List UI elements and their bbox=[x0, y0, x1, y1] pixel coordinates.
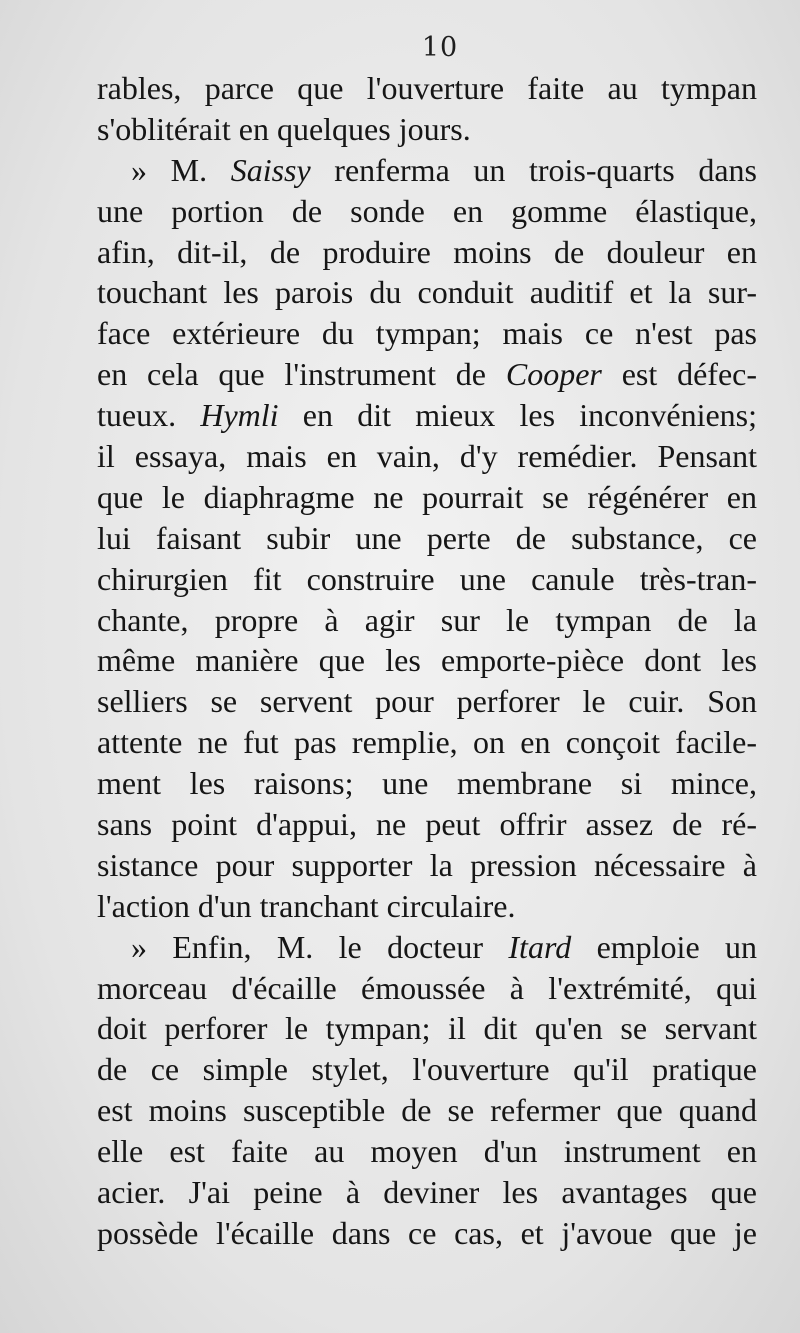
text-line bbox=[97, 1049, 757, 1090]
line-text: sistance pour supporter la pression nécessaire à bbox=[97, 846, 757, 883]
text-line bbox=[97, 354, 757, 395]
line-text-continued: est défec- bbox=[601, 356, 758, 393]
line-text: face extérieure du tympan; mais ce n'est pas bbox=[97, 315, 757, 352]
text-line bbox=[97, 477, 757, 518]
text-line bbox=[97, 518, 757, 559]
line-text: ment les raisons; une membrane si mince, bbox=[97, 765, 757, 802]
line-text: » M. bbox=[131, 151, 231, 188]
italic-name: Saissy bbox=[230, 151, 311, 188]
text-line bbox=[97, 1090, 757, 1131]
text-line bbox=[97, 1131, 757, 1172]
line-text: sans point d'appui, ne peut offrir assez de ré- bbox=[97, 806, 757, 843]
line-text: possède l'écaille dans ce cas, et j'avoue que je bbox=[97, 1214, 757, 1251]
line-text: touchant les parois du conduit auditif et la sur- bbox=[97, 274, 757, 311]
text-line bbox=[97, 681, 757, 722]
line-text: une portion de sonde en gomme élastique, bbox=[97, 192, 757, 229]
text-line bbox=[97, 763, 757, 804]
line-text: s'oblitérait en quelques jours. bbox=[97, 110, 471, 147]
line-text-continued: emploie un bbox=[571, 928, 757, 965]
text-line bbox=[97, 150, 757, 191]
line-text: en cela que l'instrument de bbox=[97, 356, 506, 393]
line-text: chante, propre à agir sur le tympan de la bbox=[97, 601, 757, 638]
text-line bbox=[97, 313, 757, 354]
text-line bbox=[97, 436, 757, 477]
text-line bbox=[97, 191, 757, 232]
line-text: même manière que les emporte-pièce dont les bbox=[97, 642, 757, 679]
line-text: acier. J'ai peine à deviner les avantages que bbox=[97, 1174, 757, 1211]
line-text-continued: renferma un trois-quarts dans bbox=[310, 151, 758, 188]
text-line bbox=[97, 600, 757, 641]
page-number: 10 bbox=[421, 32, 459, 63]
italic-name: Cooper bbox=[505, 356, 602, 393]
line-text: rables, parce que l'ouverture faite au tympan bbox=[97, 70, 757, 106]
line-text: doit perforer le tympan; il dit qu'en se servant bbox=[97, 1010, 757, 1047]
line-text: que le diaphragme ne pourrait se régénérer en bbox=[97, 478, 757, 515]
text-line bbox=[97, 1172, 757, 1213]
line-text-continued: en dit mieux les inconvéniens; bbox=[278, 397, 758, 434]
line-text: lui faisant subir une perte de substance, ce bbox=[97, 519, 757, 556]
text-line bbox=[97, 272, 757, 313]
italic-name: Itard bbox=[508, 928, 572, 965]
text-line bbox=[97, 968, 757, 1009]
text-line bbox=[97, 1213, 757, 1254]
line-text: tueux. bbox=[97, 397, 201, 434]
text-line bbox=[97, 640, 757, 681]
line-text: de ce simple stylet, l'ouverture qu'il pratique bbox=[97, 1051, 757, 1088]
line-text: selliers se servent pour perforer le cuir. Son bbox=[97, 683, 757, 720]
text-line bbox=[97, 1008, 757, 1049]
italic-name: Hymli bbox=[200, 397, 279, 434]
text-line bbox=[97, 722, 757, 763]
text-line bbox=[97, 886, 757, 927]
text-line bbox=[97, 232, 757, 273]
text-line bbox=[97, 559, 757, 600]
line-text: elle est faite au moyen d'un instrument en bbox=[97, 1133, 757, 1170]
line-text: afin, dit-il, de produire moins de douleur en bbox=[97, 233, 757, 270]
text-line bbox=[97, 845, 757, 886]
body-text bbox=[97, 68, 757, 1254]
line-text: est moins susceptible de se refermer que quand bbox=[97, 1092, 757, 1129]
text-line bbox=[97, 804, 757, 845]
line-text: il essaya, mais en vain, d'y remédier. Pensant bbox=[97, 438, 757, 475]
text-line bbox=[97, 68, 757, 109]
text-line bbox=[97, 927, 757, 968]
line-text: attente ne fut pas remplie, on en conçoit facile- bbox=[97, 724, 757, 761]
text-line bbox=[97, 395, 757, 436]
text-line bbox=[97, 109, 757, 150]
line-text: morceau d'écaille émoussée à l'extrémité, qui bbox=[97, 969, 757, 1006]
line-text: » Enfin, M. le docteur bbox=[131, 928, 509, 965]
line-text: chirurgien fit construire une canule très-tran- bbox=[97, 560, 757, 597]
line-text: l'action d'un tranchant circulaire. bbox=[97, 887, 516, 924]
